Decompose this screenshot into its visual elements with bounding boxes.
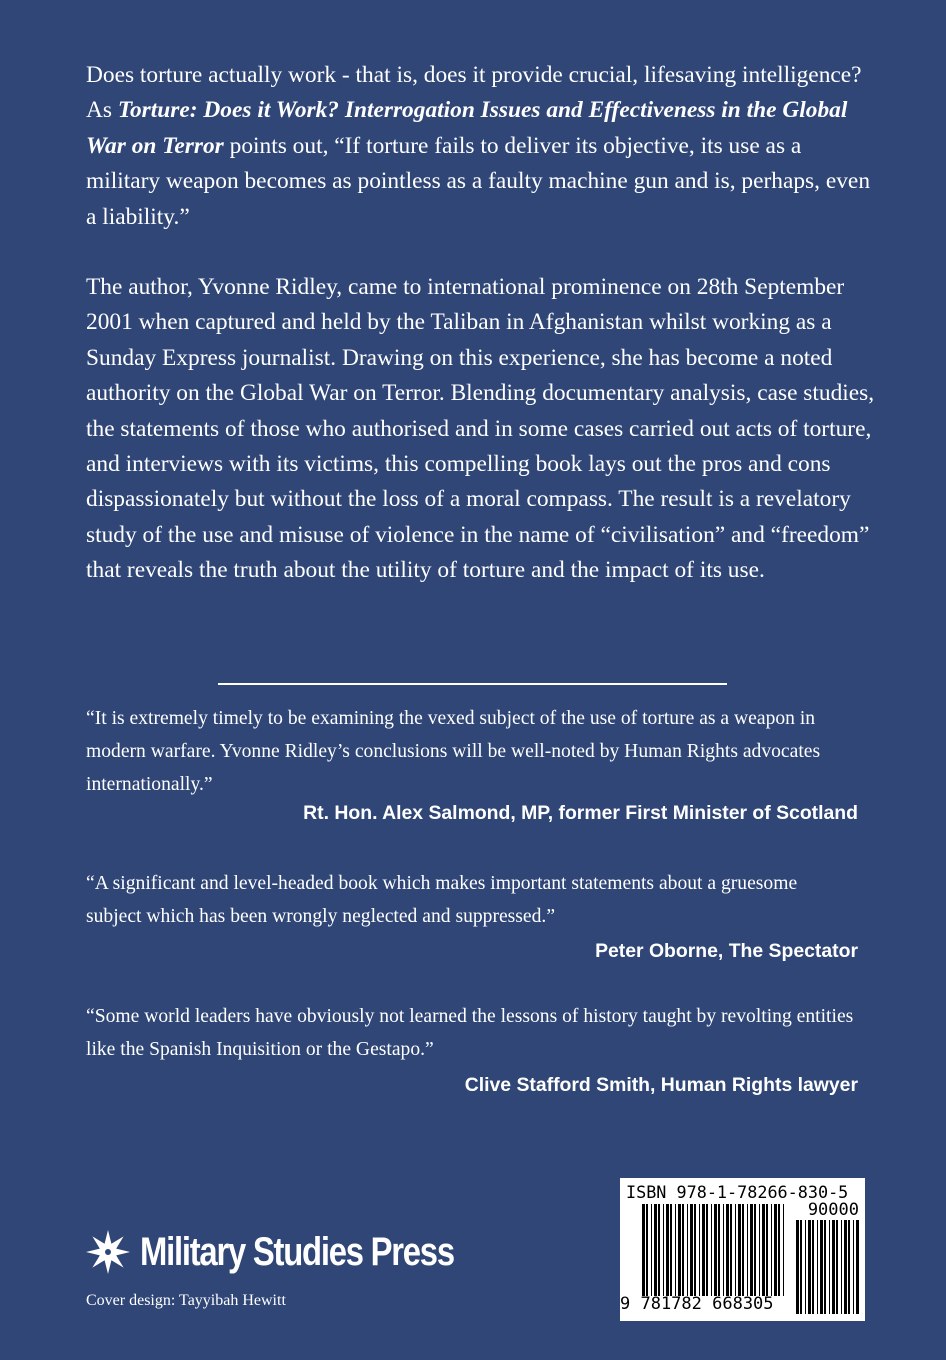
endorsement-attribution: Peter Oborne, The Spectator: [595, 940, 858, 962]
blurb-text: Does torture actually work - that is, does it provide crucial, lifesaving intelligence? As: [86, 62, 862, 124]
endorsement-attribution: Rt. Hon. Alex Salmond, MP, former First Minister of Scotland: [303, 802, 858, 824]
endorsement-attribution: Clive Stafford Smith, Human Rights lawyer: [464, 1074, 858, 1096]
book-title: Torture: Does it Work? Interrogation Issues and Effectiveness in the Global War on Terror: [86, 97, 848, 159]
cover-credit: Cover design: Tayyibah Hewitt: [86, 1292, 286, 1309]
publisher-logo: [84, 1222, 523, 1282]
endorsement-quote: “Some world leaders have obviously not learned the lessons of history taught by revolting entities like the Spanish Inquisition or the Gestapo.”: [86, 1006, 854, 1060]
star-burst-icon: [84, 1228, 132, 1276]
blurb-text: points out, “If torture fails to deliver its objective, its use as a military weapon becomes as pointless as a faulty machine gun and is, perhaps, even a liability.”: [86, 132, 871, 230]
blurb-paragraph-2: The author, Yvonne Ridley, came to international prominence on 28th September 2001 when captured and held by the Taliban in Afghanistan whilst working as a Sunday Express journalist. Drawing on this experience, she has become a noted authority on the Global War on Terror. Blending documentary analysis, case studies, the statements of those who authorised and in some cases carried out acts of torture, and interviews with its victims, this compelling book lays out the pros and cons dispassionately but without the loss of a moral compass. The result is a revelatory study of the use and misuse of violence in the name of “civilisation” and “freedom” that reveals the truth about the utility of torture and the impact of its use.: [86, 274, 875, 584]
ean-digits: 9 781782 668305: [620, 1294, 774, 1314]
endorsement-quote: “A significant and level-headed book which makes important statements about a gruesome subject which has been wrongly neglected and suppressed.”: [86, 873, 798, 927]
blurb-paragraph-1: [86, 58, 876, 235]
price-code: 90000: [807, 1200, 859, 1220]
isbn-barcode: [620, 1178, 865, 1321]
publisher-name: Military Studies Press: [140, 1229, 454, 1274]
divider: [218, 683, 727, 685]
isbn-text: ISBN 978-1-78266-830-5: [626, 1182, 849, 1202]
endorsement-quote: “It is extremely timely to be examining the vexed subject of the use of torture as a weapon in modern warfare. Yvonne Ridley’s conclusions will be well-noted by Human Rights advocates internationally.”: [86, 708, 821, 795]
